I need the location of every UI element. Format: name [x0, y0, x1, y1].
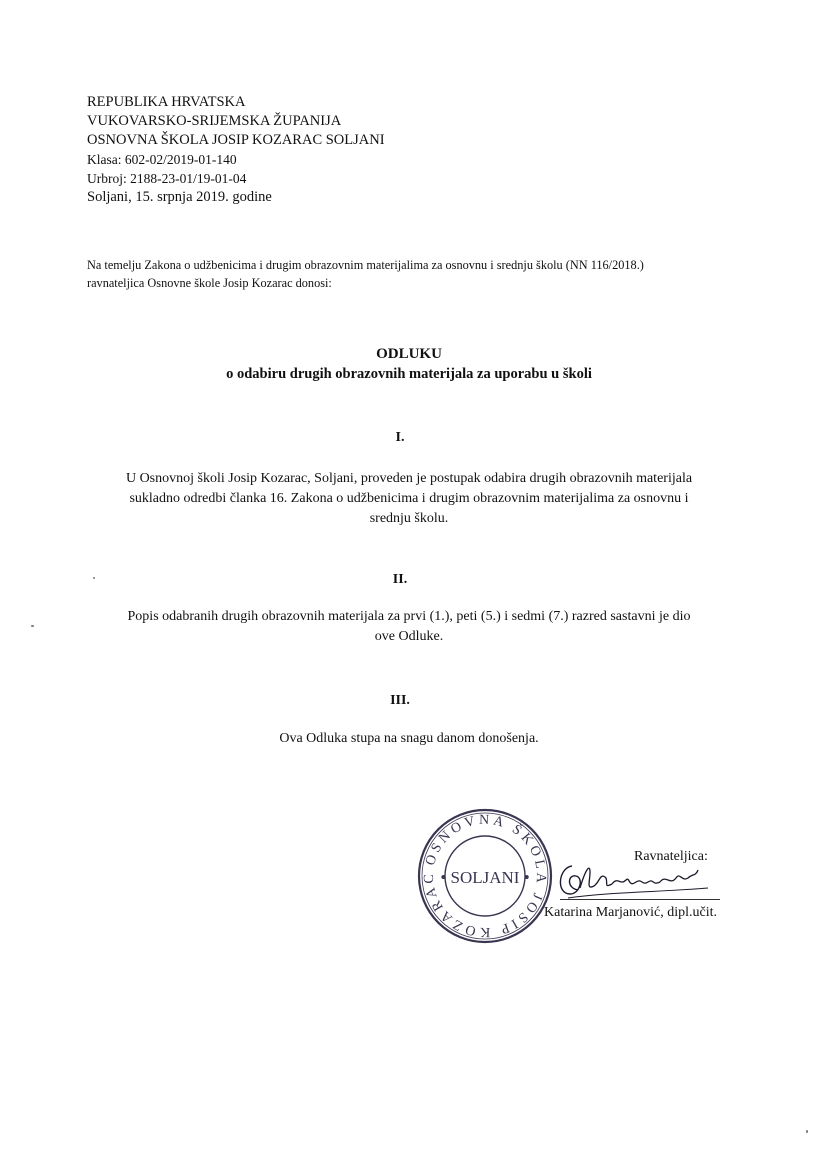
section-line: ove Odluke. — [374, 629, 444, 644]
scan-speck — [93, 577, 95, 579]
scan-speck — [806, 1130, 808, 1133]
title-main: ODLUKU — [376, 346, 442, 362]
section-line: srednju školu. — [369, 511, 449, 526]
section-line: U Osnovnoj školi Josip Kozarac, Soljani, proveden je postupak odabira drugih obrazovnih materijala — [125, 471, 693, 486]
section-line: Ova Odluka stupa na snagu danom donošenja. — [279, 731, 539, 746]
section-line: sukladno odredbi članka 16. Zakona o udžbenicima i drugim obrazovnim materijalima za osnovnu i — [129, 491, 689, 506]
signatory-name: Katarina Marjanović, dipl.učit. — [544, 905, 717, 920]
decision-title — [150, 344, 668, 384]
header-klasa: Klasa: 602-02/2019-01-140 — [87, 152, 237, 167]
seal-ring-text: OSNOVNA ŠKOLA JOSIP KOZARAC — [421, 812, 549, 940]
intro-line: Na temelju Zakona o udžbenicima i drugim obrazovnim materijalima za osnovnu i srednju školu (NN 116/2018.) — [87, 258, 644, 272]
section-text-2 — [60, 607, 758, 647]
section-line: Popis odabranih drugih obrazovnih materijala za prvi (1.), peti (5.) i sedmi (7.) razred sastavni je dio — [127, 609, 691, 624]
section-number-1: I. — [395, 430, 405, 445]
header-county: VUKOVARSKO-SRIJEMSKA ŽUPANIJA — [87, 113, 342, 129]
document-header — [87, 93, 385, 207]
section-text-1 — [60, 469, 758, 529]
school-seal-stamp — [415, 806, 555, 946]
header-country: REPUBLIKA HRVATSKA — [87, 94, 246, 110]
title-subtitle: o odabiru drugih obrazovnih materijala za uporabu u školi — [226, 366, 592, 382]
section-number-2: II. — [392, 572, 408, 587]
section-number-3: III. — [390, 693, 410, 708]
section-text-3 — [60, 729, 758, 749]
header-school: OSNOVNA ŠKOLA JOSIP KOZARAC SOLJANI — [87, 132, 385, 148]
signature-title: Ravnateljica: — [634, 849, 708, 864]
intro-paragraph — [87, 256, 727, 292]
intro-line: ravnateljica Osnovne škole Josip Kozarac donosi: — [87, 276, 332, 290]
header-urbroj: Urbroj: 2188-23-01/19-01-04 — [87, 171, 247, 186]
signature-line — [560, 899, 720, 900]
scan-speck — [31, 625, 34, 627]
header-date: Soljani, 15. srpnja 2019. godine — [87, 189, 272, 205]
handwritten-signature — [550, 858, 720, 908]
seal-center-text: • SOLJANI • — [440, 868, 530, 887]
